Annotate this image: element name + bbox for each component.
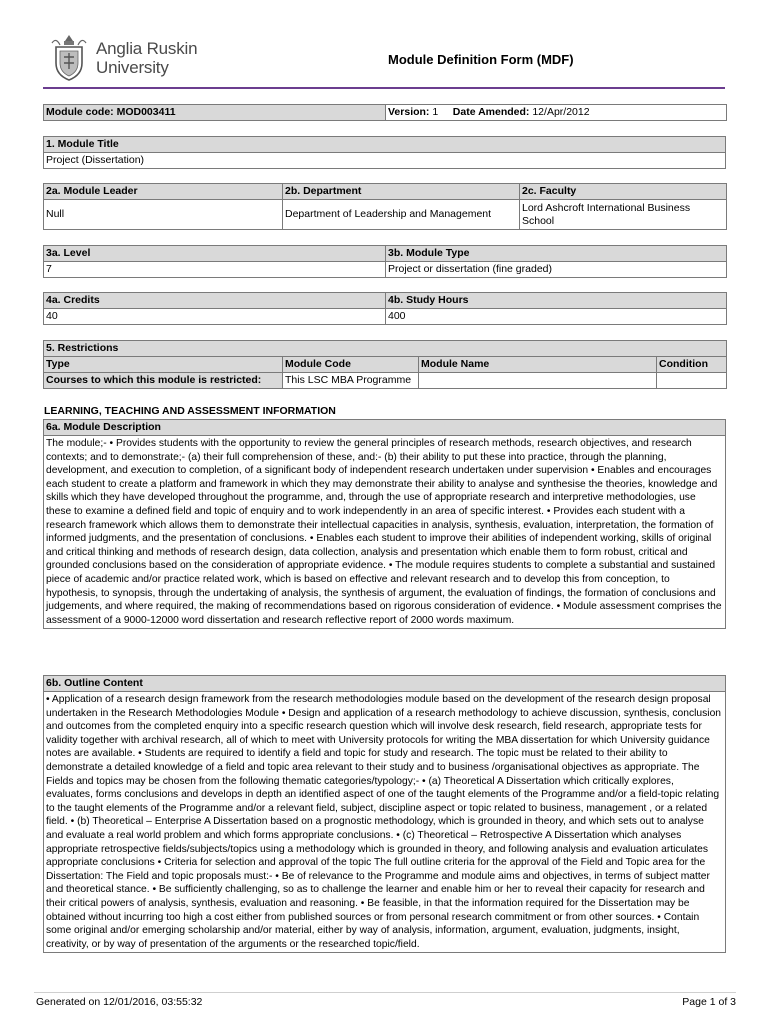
module-code-table bbox=[43, 104, 727, 121]
crest-icon bbox=[50, 33, 88, 81]
restriction-type: Courses to which this module is restricted: bbox=[44, 373, 283, 389]
module-type-value: Project or dissertation (fine graded) bbox=[386, 262, 727, 278]
restrictions-col-type: Type bbox=[44, 357, 283, 373]
document-title: Module Definition Form (MDF) bbox=[388, 52, 574, 67]
document-header bbox=[0, 0, 770, 92]
module-leader-value: Null bbox=[44, 200, 283, 230]
department-value: Department of Leadership and Management bbox=[283, 200, 520, 230]
restrictions-label: 5. Restrictions bbox=[44, 341, 727, 357]
study-hours-label: 4b. Study Hours bbox=[386, 293, 727, 309]
level-value: 7 bbox=[44, 262, 386, 278]
module-description-label: 6a. Module Description bbox=[44, 420, 726, 436]
restrictions-table bbox=[43, 340, 727, 389]
outline-content-label: 6b. Outline Content bbox=[44, 676, 726, 692]
restriction-code: This LSC MBA Programme bbox=[283, 373, 419, 389]
logo-line-2: University bbox=[96, 58, 169, 77]
restrictions-col-condition: Condition bbox=[657, 357, 727, 373]
university-logo bbox=[50, 33, 205, 83]
module-description-text: The module;- • Provides students with the opportunity to review the general principles of research methods, research objectives, and research contexts; and to demonstrate;- (a) their full comprehension of these, and:- (b) their ability to put these into practice, through the planning, development, and execution to completion, of a significant body of independent research undertaken under supervision • Enables and encourages each student to create a platform and framework in which they may demonstrate their ability to analyse and synthesise the theories, knowledge and skills which they have developed throughout the programme, and, through the use of appropriate research and interpretive methodologies, use these to examine a defined field and topic of enquiry and to work independently in an area of specific interest. • Provides each student with a research framework which allows them to demonstrate their intellectual capacities in analysis, synthesis, evaluation, interpretation, the formation of informed judgments, and the presentation of conclusions. • Enables each student to improve their abilities of independent working, skills of original and critical thinking and methods of research design, data collection, analysis and presentation which enable them to form robust, critical and grounded conclusions based on the consideration of appropriate evidence. • The module requires students to complete a substantial and sustained piece of academic and/or practice related work, which is based on effective and relevant research and to develop this from conception, to hypothesis, to synopsis, through the undertaking of analysis, the synthesis of argument, the evaluation of findings, the formation of conclusions and judgements, and where required, the making of recommendations based on rigorous consideration of evidence. • Module assessment comprises the assessment of a 9000-12000 word dissertation and research reflective report of 2000 words maximum. bbox=[44, 436, 726, 629]
module-type-label: 3b. Module Type bbox=[386, 246, 727, 262]
module-leader-label: 2a. Module Leader bbox=[44, 184, 283, 200]
module-code-cell: Module code: MOD003411 bbox=[44, 105, 386, 121]
version-value: 1 bbox=[432, 106, 439, 118]
department-label: 2b. Department bbox=[283, 184, 520, 200]
outline-content-text: • Application of a research design framework from the research methodologies module based on the development of the research design proposal undertaken in the Research Methodologies Module • Design and application of a research methodology to achieve discussion, synthesis, conclusion and outcomes from the completed enquiry into a specific research question which will involve desk research, field research, appropriate tests for validity together with archival research, all of which to meet with University protocols for writing the MBA dissertation for which University guidance notes are available. • Students are required to identify a field and topic for study and research. The topic must be related to their ability to demonstrate a detailed knowledge of a field and topic area relevant to their study and to business /organisational objectives as appropriate. The Fields and topics may be chosen from the following thematic categories/typology;- • (a) Theoretical A Dissertation which critically explores, evaluates, forms conclusions and develops in depth an identified aspect of one of the taught elements of the Programme and/or a field-topic relating to the taught elements of the Programme and/or a relevant field, subject, discipline aspect or topic related to business, management , or a related field. • (b) Theoretical – Enterprise A Dissertation based on a prognostic methodology, which is grounded in theory, and which sets out to analyse and evaluate a real world problem and which forms appropriate conclusions. • (c) Theoretical – Retrospective A Dissertation which analyses appropriate retrospective fields/subjects/topics using a methodology which is grounded in theory, and following analysis and evaluation articulates appropriate conclusions • Criteria for selection and approval of the topic The full outline criteria for the approval of the Field and Topic area for the Dissertation: The Field and topic proposals must:- • Be of relevance to the Programme and module aims and objectives, in terms of subject matter and theoretical stance. • Be sufficiently challenging, so as to challenge the learner and enable him or her to reveal their capacity for research and their critical powers of analysis, synthesis, evaluation and reasoning. • Be feasible, in that the information required for the Dissertation may be obtained without incurring too high a cost either from published sources or from personal research commitment or from other sources. • Contain some original and/or emerging scholarship and/or material, either by way of analysis, information, argument, evaluation, judgments, insight, creativity, or by way of presentation of the arguments or the researched topic/field. bbox=[44, 692, 726, 953]
footer-divider bbox=[34, 992, 736, 993]
version-date-cell bbox=[386, 105, 727, 121]
lta-heading: LEARNING, TEACHING AND ASSESSMENT INFORMATION bbox=[44, 405, 336, 417]
generated-timestamp: Generated on 12/01/2016, 03:55:32 bbox=[36, 996, 203, 1008]
module-title-value: Project (Dissertation) bbox=[44, 153, 726, 169]
level-label: 3a. Level bbox=[44, 246, 386, 262]
version-label: Version: bbox=[388, 106, 430, 118]
leader-table bbox=[43, 183, 727, 230]
table-row bbox=[44, 373, 727, 389]
page-number: Page 1 of 3 bbox=[682, 996, 736, 1008]
date-amended-value: 12/Apr/2012 bbox=[532, 106, 590, 118]
date-amended-label: Date Amended: bbox=[452, 106, 530, 118]
logo-line-1: Anglia Ruskin bbox=[96, 39, 198, 58]
faculty-label: 2c. Faculty bbox=[520, 184, 727, 200]
module-title-table bbox=[43, 136, 726, 169]
restrictions-col-code: Module Code bbox=[283, 357, 419, 373]
faculty-value: Lord Ashcroft International Business School bbox=[520, 200, 727, 230]
study-hours-value: 400 bbox=[386, 309, 727, 325]
restriction-condition bbox=[657, 373, 727, 389]
module-description-table bbox=[43, 419, 726, 629]
credits-table bbox=[43, 292, 727, 325]
credits-label: 4a. Credits bbox=[44, 293, 386, 309]
module-title-label: 1. Module Title bbox=[44, 137, 726, 153]
level-table bbox=[43, 245, 727, 278]
credits-value: 40 bbox=[44, 309, 386, 325]
restriction-name bbox=[419, 373, 657, 389]
restrictions-col-name: Module Name bbox=[419, 357, 657, 373]
logo-wordmark bbox=[96, 39, 197, 77]
header-divider bbox=[43, 87, 725, 89]
outline-content-table bbox=[43, 675, 726, 953]
